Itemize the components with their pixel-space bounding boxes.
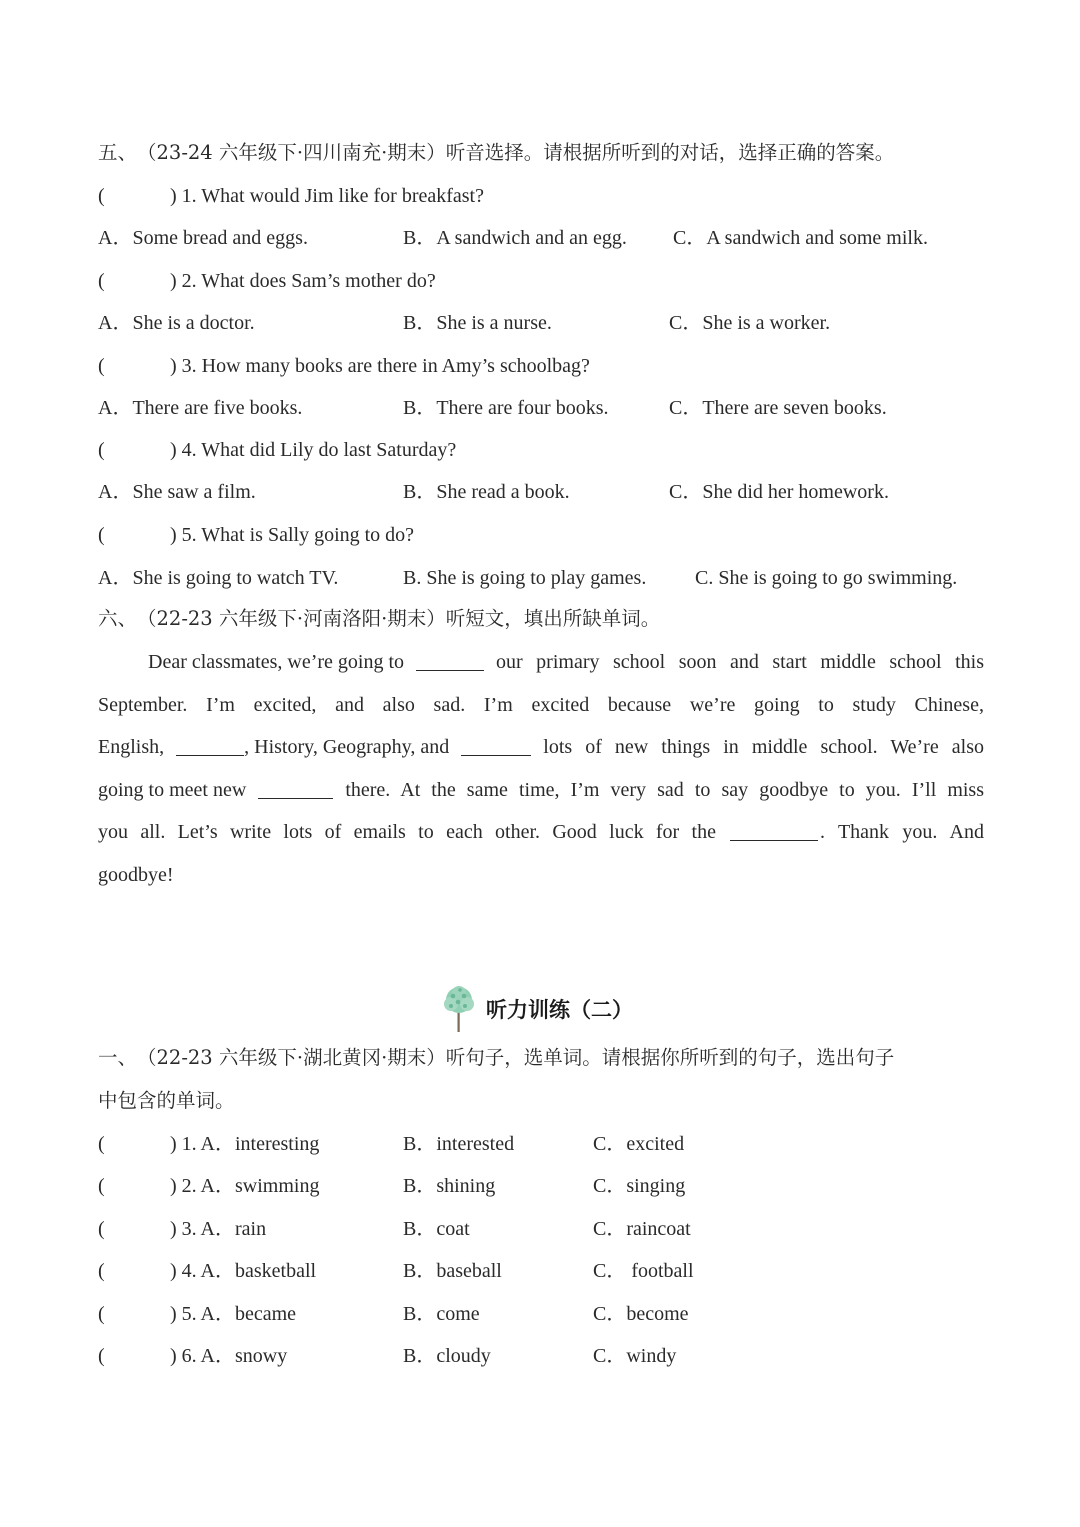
practice-title — [440, 984, 633, 1034]
option-c: C．raincoat — [593, 1218, 691, 1240]
question-text: ) 2. What does Sam’s mother do? — [170, 270, 436, 292]
option-a: ) 2. A．swimming — [170, 1175, 320, 1197]
question-text: ) 4. What did Lily do last Saturday? — [170, 439, 457, 461]
passage-word: I’m — [206, 694, 235, 716]
passage-line-4 — [98, 780, 984, 800]
option-c: C．windy — [593, 1345, 677, 1367]
passage-text: English, — [98, 736, 165, 758]
answer-paren-open[interactable]: ( — [98, 185, 105, 207]
passage-word: we’re — [689, 694, 736, 716]
option-a: ) 3. A．rain — [170, 1218, 267, 1240]
passage-word: study — [852, 694, 896, 716]
passage-text: going to meet new — [98, 779, 247, 801]
answer-paren-open[interactable]: ( — [98, 1218, 105, 1240]
passage-line-1 — [148, 652, 984, 672]
option-b: B．There are four books. — [403, 397, 609, 419]
passage-text: our primary school soon and start middle school this — [496, 651, 984, 673]
option-a: A．She saw a film. — [98, 481, 256, 503]
question-text: ) 3. How many books are there in Amy’s schoolbag? — [170, 355, 590, 377]
answer-paren-open[interactable]: ( — [98, 270, 105, 292]
option-b: B．interested — [403, 1133, 515, 1155]
option-b: B．cloudy — [403, 1345, 491, 1367]
section-5-heading: 五、 （23-24 六年级下·四川南充·期末）听音选择。请根据所听到的对话，选择正确的答案。 — [98, 141, 895, 164]
option-c: C．There are seven books. — [669, 397, 887, 419]
option-a: A．She is going to watch TV. — [98, 567, 339, 589]
option-c: C. She is going to go swimming. — [695, 567, 958, 589]
tree-icon — [440, 984, 478, 1034]
practice-title-text: 听力训练（二） — [486, 998, 633, 1022]
passage-word: excited, — [253, 694, 317, 716]
blank-5[interactable] — [730, 822, 818, 841]
option-b: B．baseball — [403, 1260, 502, 1282]
option-a: ) 6. A．snowy — [170, 1345, 288, 1367]
option-a: A．She is a doctor. — [98, 312, 255, 334]
option-c: C．She is a worker. — [669, 312, 831, 334]
section-1-heading-cont: 中包含的单词。 — [98, 1089, 235, 1112]
option-c: C．She did her homework. — [669, 481, 889, 503]
passage-word: and — [335, 694, 364, 716]
answer-paren-open[interactable]: ( — [98, 524, 105, 546]
passage-line-2 — [98, 695, 984, 715]
answer-paren-open[interactable]: ( — [98, 1175, 105, 1197]
passage-line-3 — [98, 737, 984, 757]
passage-text: goodbye! — [98, 864, 174, 886]
blank-1[interactable] — [416, 652, 484, 671]
answer-paren-open[interactable]: ( — [98, 1345, 105, 1367]
passage-word: because — [607, 694, 672, 716]
option-c: C．become — [593, 1303, 689, 1325]
option-b: B. She is going to play games. — [403, 567, 647, 589]
answer-paren-open[interactable]: ( — [98, 355, 105, 377]
passage-text: you all. Let’s write lots of emails to each other. Good luck for the — [98, 821, 716, 843]
option-b: B．shining — [403, 1175, 496, 1197]
option-c: C．singing — [593, 1175, 686, 1197]
passage-word: September. — [98, 694, 188, 716]
section-1-heading: 一、 （22-23 六年级下·湖北黄冈·期末）听句子，选单词。请根据你所听到的句子，选出句子 — [98, 1046, 895, 1069]
option-a: ) 1. A．interesting — [170, 1133, 320, 1155]
passage-text: Dear classmates, we’re going to — [148, 651, 405, 673]
passage-word: sad. — [433, 694, 466, 716]
answer-paren-open[interactable]: ( — [98, 1260, 105, 1282]
blank-2[interactable] — [176, 737, 244, 756]
option-c: C．excited — [593, 1133, 685, 1155]
blank-4[interactable] — [258, 780, 333, 799]
option-a: A．There are five books. — [98, 397, 303, 419]
blank-3[interactable] — [461, 737, 531, 756]
option-b: B．A sandwich and an egg. — [403, 227, 627, 249]
option-c: C． football — [593, 1260, 694, 1282]
section-6-heading: 六、 （22-23 六年级下·河南洛阳·期末）听短文，填出所缺单词。 — [98, 607, 661, 630]
answer-paren-open[interactable]: ( — [98, 1303, 105, 1325]
answer-paren-open[interactable]: ( — [98, 1133, 105, 1155]
passage-word: excited — [531, 694, 590, 716]
passage-line-6 — [98, 865, 984, 885]
option-b: B．coat — [403, 1218, 470, 1240]
passage-word: also — [382, 694, 415, 716]
passage-word: I’m — [483, 694, 513, 716]
option-c: C．A sandwich and some milk. — [673, 227, 928, 249]
passage-text: there. At the same time, I’m very sad to say goodbye to you. I’ll miss — [345, 779, 984, 801]
option-a: ) 5. A．became — [170, 1303, 297, 1325]
question-text: ) 5. What is Sally going to do? — [170, 524, 415, 546]
option-a: A．Some bread and eggs. — [98, 227, 308, 249]
passage-word: to — [818, 694, 834, 716]
answer-paren-open[interactable]: ( — [98, 439, 105, 461]
passage-word: Chinese, — [914, 694, 984, 716]
option-a: ) 4. A．basketball — [170, 1260, 317, 1282]
passage-word: going — [754, 694, 800, 716]
passage-line-5 — [98, 822, 984, 842]
passage-text: . Thank you. And — [820, 821, 984, 843]
passage-text: , History, Geography, and — [244, 736, 450, 758]
question-text: ) 1. What would Jim like for breakfast? — [170, 185, 484, 207]
option-b: B．She is a nurse. — [403, 312, 552, 334]
option-b: B．come — [403, 1303, 480, 1325]
passage-text: lots of new things in middle school. We’re also — [543, 736, 984, 758]
option-b: B．She read a book. — [403, 481, 570, 503]
